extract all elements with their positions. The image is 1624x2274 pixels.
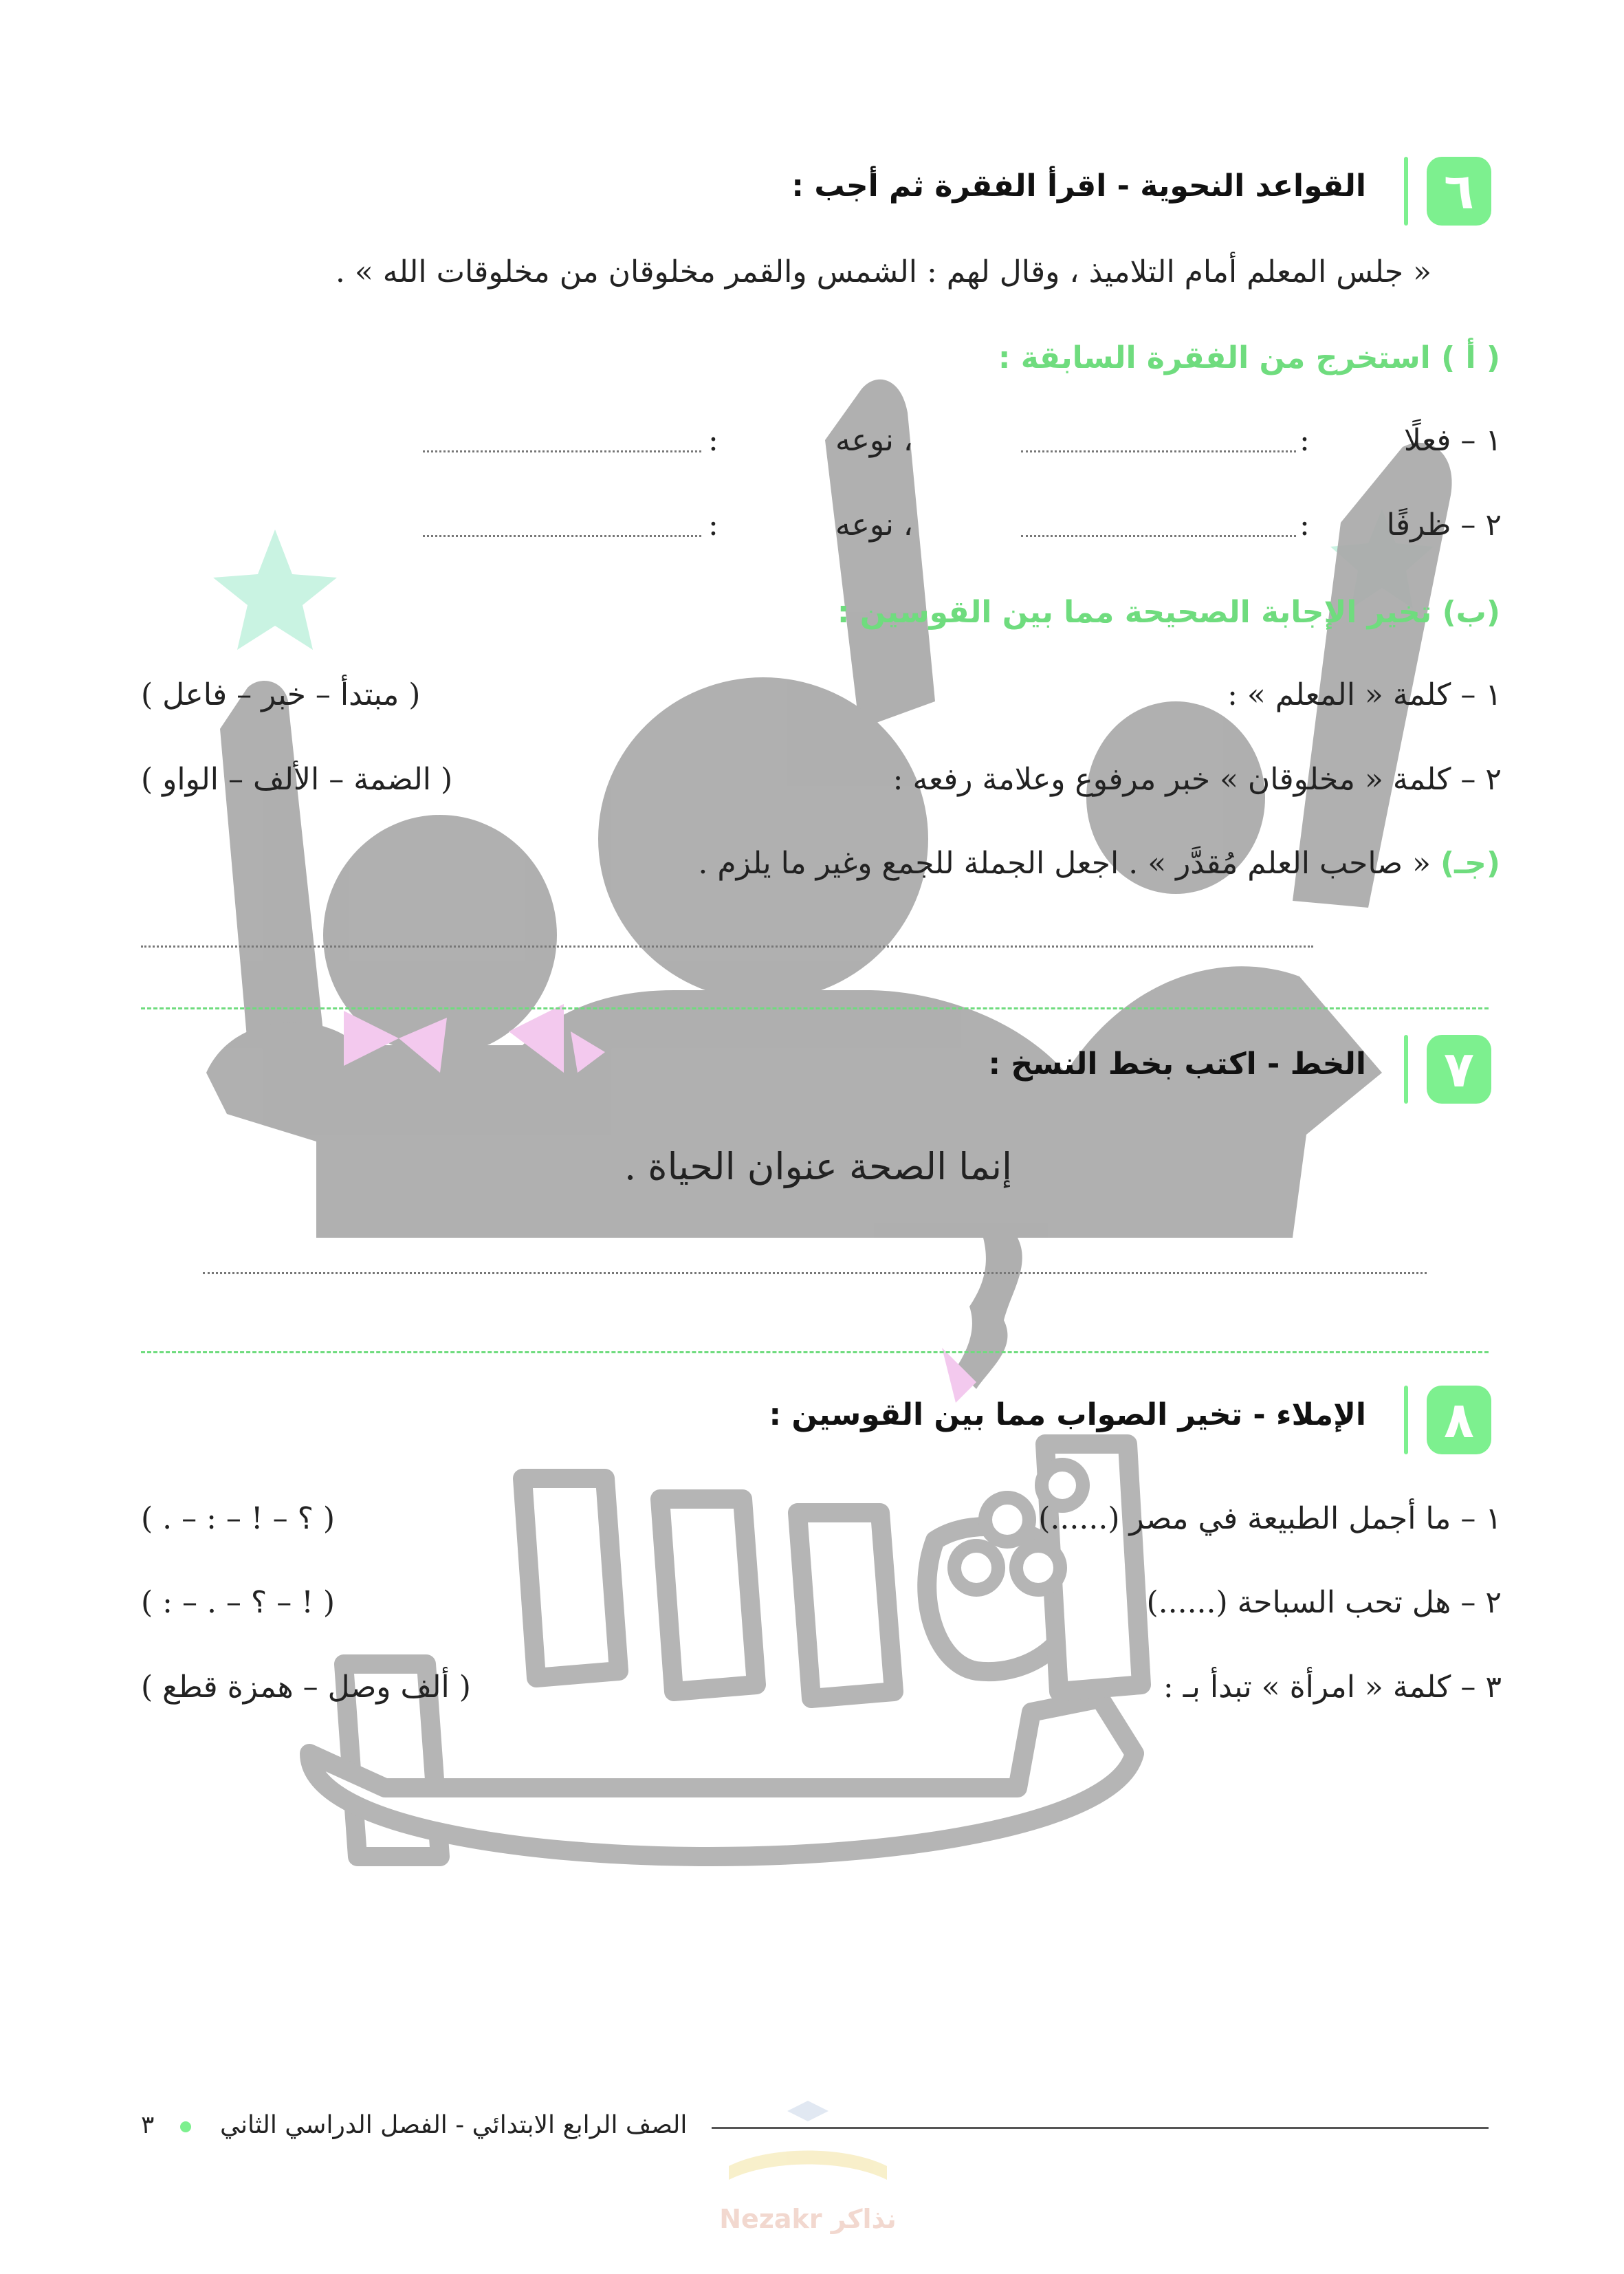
part-a-item-1-type-answer-line[interactable] <box>423 450 701 452</box>
section-7-writing-line[interactable] <box>203 1272 1427 1274</box>
section-7-sentence: إنما الصحة عنوان الحياة . <box>624 1145 1012 1188</box>
section-6-number: ٦ <box>1427 157 1491 226</box>
part-c-question <box>698 846 1500 881</box>
section-7-title: الخط - اكتب بخط النسخ : <box>988 1047 1366 1082</box>
section-6-title: القواعد النحوية - اقرأ الفقرة ثم أجب : <box>791 168 1366 204</box>
part-a-item-1-answer-line[interactable] <box>1021 450 1296 452</box>
part-a-item-2-answer-line[interactable] <box>1021 535 1296 537</box>
part-a-item-1-type-colon: : <box>708 423 718 458</box>
section-8-item-1-choices[interactable]: ( ؟ – ! – : – . ) <box>141 1501 336 1536</box>
svg-text:Nezakr نذاكر: Nezakr نذاكر <box>719 2204 897 2234</box>
part-c-label: (جـ) <box>1440 846 1500 881</box>
part-b-item-1-choices[interactable]: ( مبتدأ – خبر – فاعل ) <box>141 677 421 712</box>
section-separator <box>141 1007 1489 1009</box>
star-icon <box>213 529 337 650</box>
section-7-number: ٧ <box>1427 1035 1491 1104</box>
footer-rule <box>712 2127 1489 2129</box>
section-8-item-3-question: ٣ – كلمة « امرأة » تبدأ بـ : <box>1163 1670 1502 1705</box>
section-8-divider <box>1404 1386 1408 1454</box>
section-6-divider <box>1404 157 1408 226</box>
section-separator <box>141 1351 1489 1353</box>
section-8-item-2-question: ٢ – هل تحب السباحة (......) <box>1146 1585 1502 1620</box>
part-a-item-1-colon: : <box>1299 423 1310 458</box>
footer-dot <box>180 2121 191 2132</box>
part-a-item-2-type-answer-line[interactable] <box>423 535 701 537</box>
part-b-item-2-question: ٢ – كلمة « مخلوقان » خبر مرفوع وعلامة رفعه : <box>892 762 1502 797</box>
part-c-answer-line[interactable] <box>141 945 1313 948</box>
part-a-item-2-colon: : <box>1299 507 1310 543</box>
section-6-paragraph: « جلس المعلم أمام التلاميذ ، وقال لهم : الشمس والقمر مخلوقان من مخلوقات الله » . <box>335 254 1431 289</box>
part-a-item-1-type-label: ، نوعه <box>835 423 914 458</box>
part-a-item-1-prompt: ١ – فعلًا <box>1403 423 1502 458</box>
part-b-label: (ب) تخير الإجابة الصحيحة مما بين القوسين : <box>837 595 1500 630</box>
section-8-title: الإملاء - تخير الصواب مما بين القوسين : <box>769 1397 1366 1432</box>
part-a-item-2-prompt: ٢ – ظرفًا <box>1386 507 1502 543</box>
footer-text: الصف الرابع الابتدائي - الفصل الدراسي الثاني <box>220 2111 688 2139</box>
part-a-label: ( أ ) استخرج من الفقرة السابقة : <box>998 340 1500 375</box>
section-8-item-2-choices[interactable]: ( ! – ؟ – . – : ) <box>141 1585 336 1620</box>
part-a-item-2-type-colon: : <box>708 507 718 543</box>
part-b-item-1-question: ١ – كلمة « المعلم » : <box>1227 677 1502 712</box>
part-c-text: « صاحب العلم مُقدَّر » . اجعل الجملة للجمع وغير ما يلزم . <box>698 846 1431 881</box>
section-8-item-1-question: ١ – ما أجمل الطبيعة في مصر (......) <box>1038 1501 1502 1536</box>
section-8-number: ٨ <box>1427 1386 1491 1454</box>
section-8-item-3-choices[interactable]: ( ألف وصل – همزة قطع ) <box>141 1670 471 1705</box>
section-7-divider <box>1404 1035 1408 1104</box>
children-silhouette <box>206 380 1452 1389</box>
part-a-item-2-type-label: ، نوعه <box>835 507 914 543</box>
nezakr-logo <box>719 2101 897 2234</box>
page-number: ٣ <box>141 2111 155 2139</box>
part-b-item-2-choices[interactable]: ( الضمة – الألف – الواو ) <box>141 762 453 797</box>
